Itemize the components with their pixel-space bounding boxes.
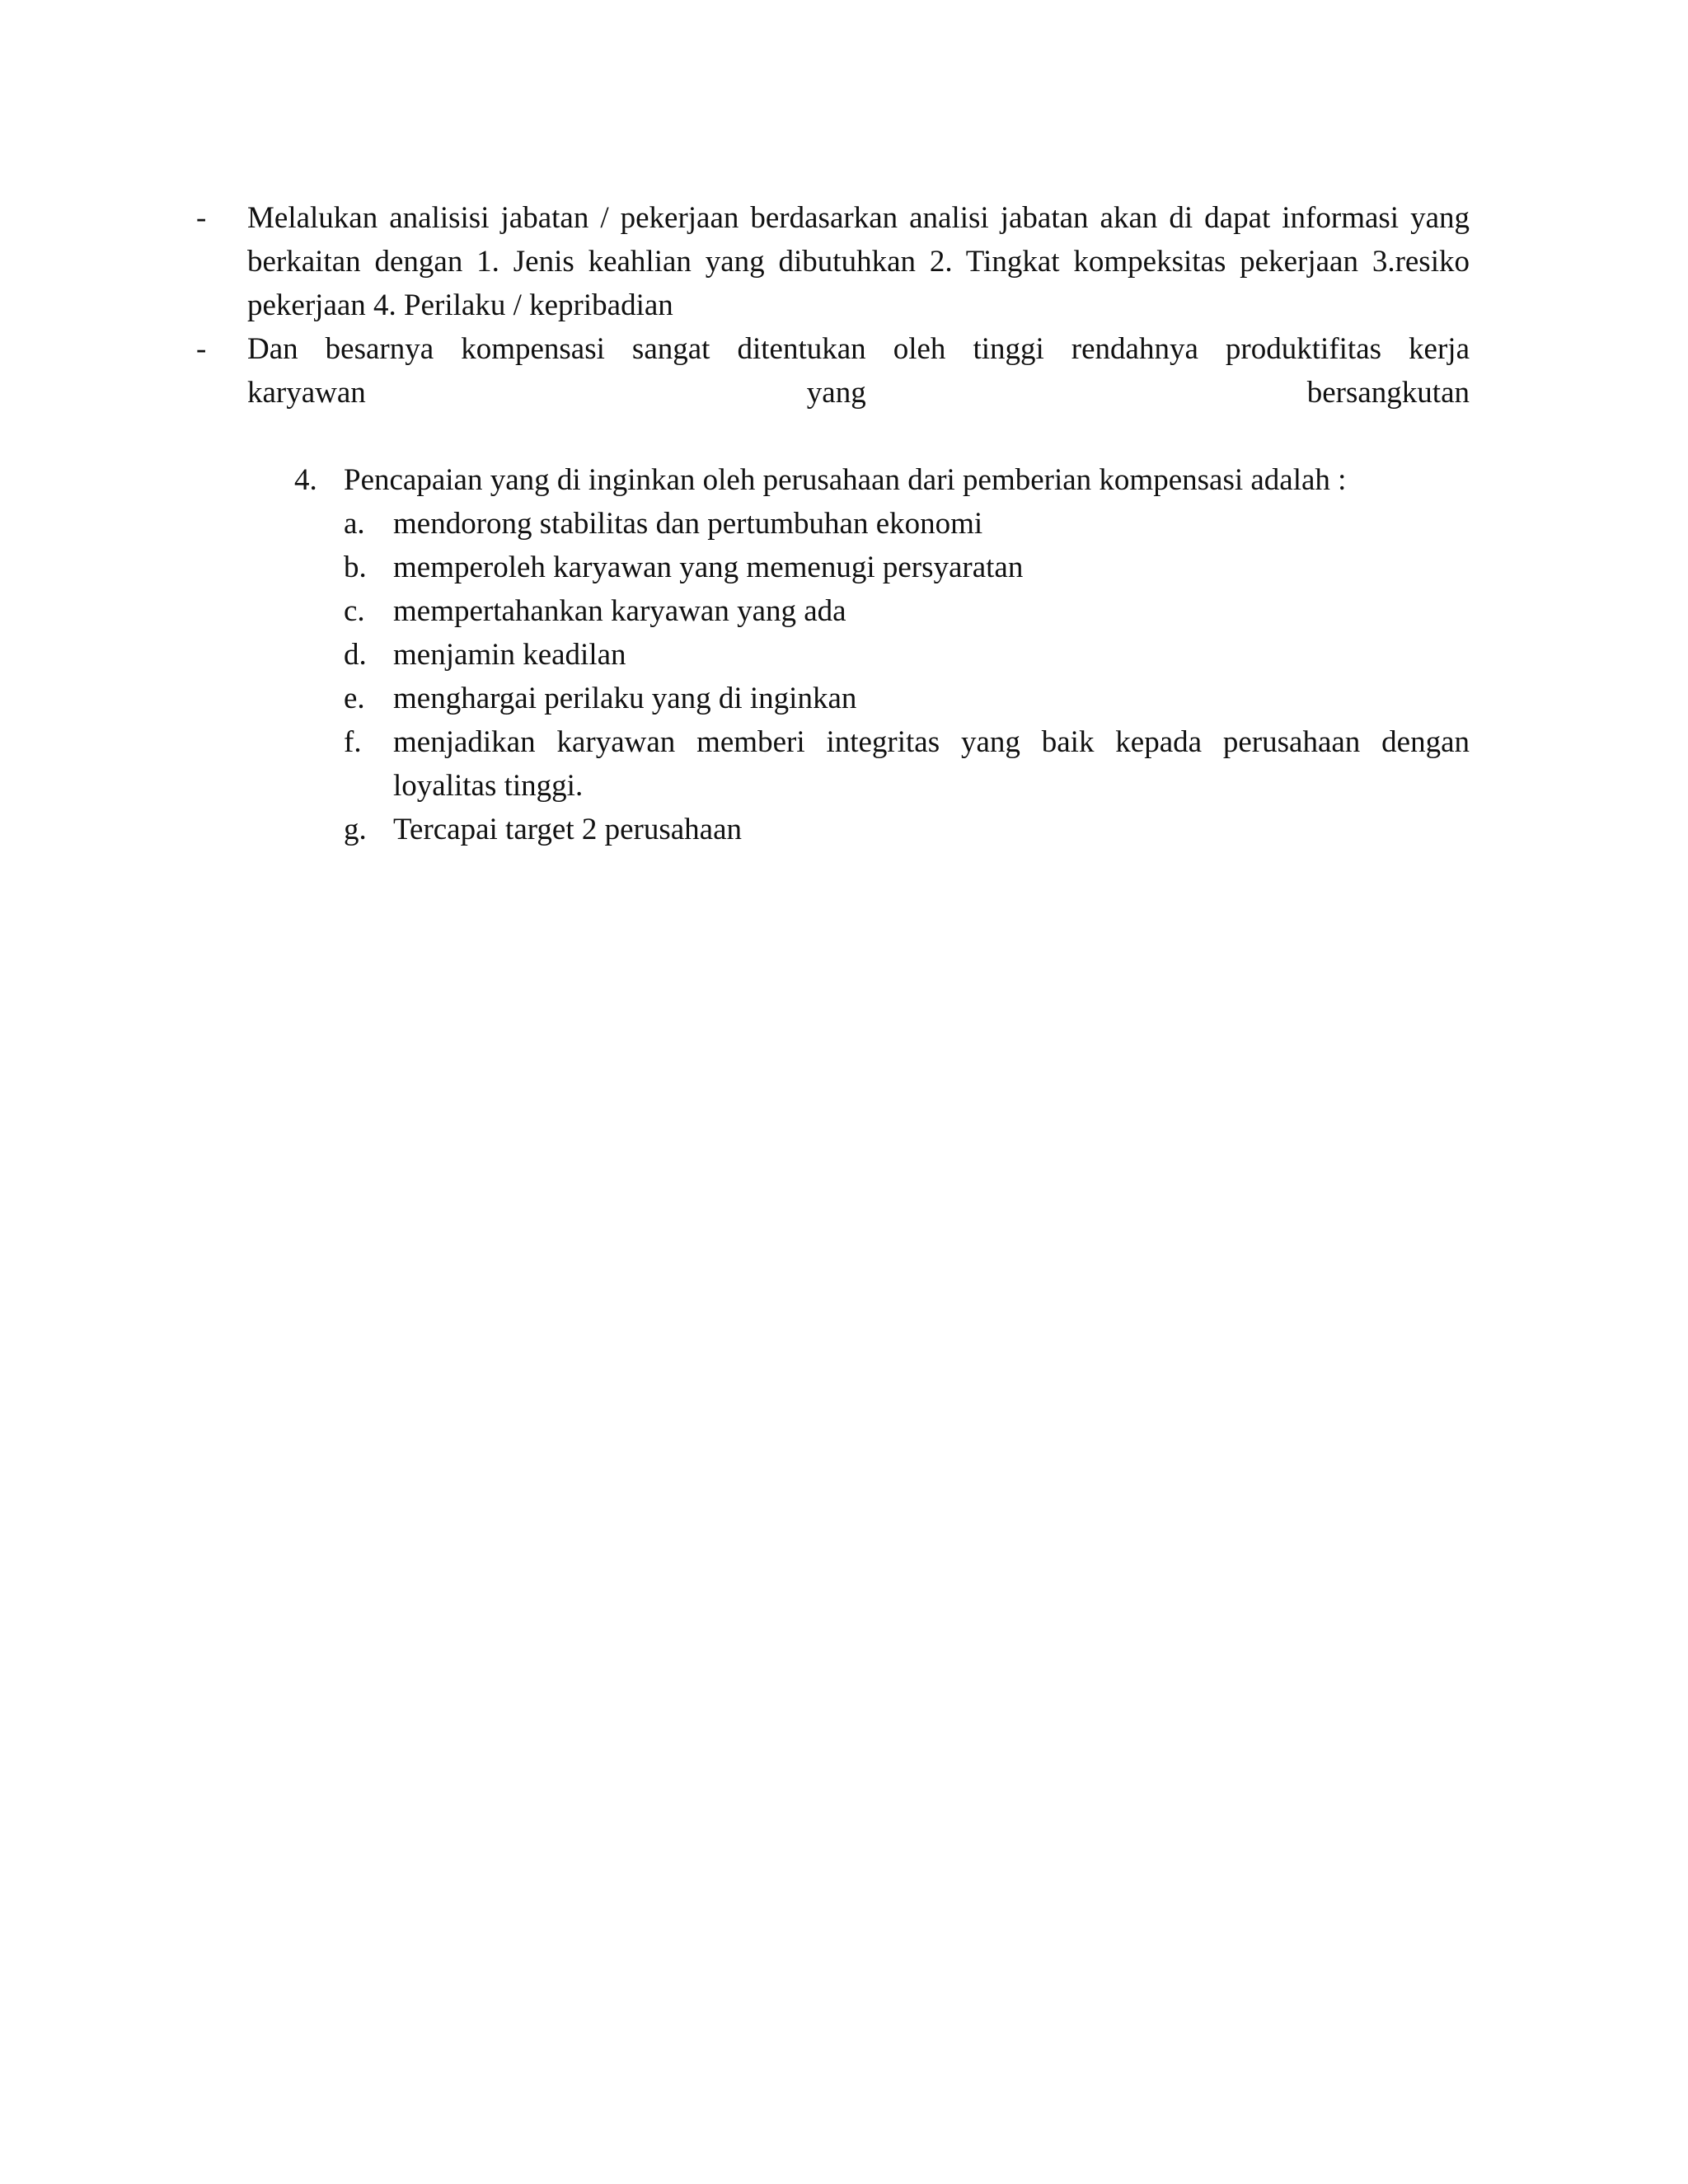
- dash-marker: -: [196, 201, 207, 235]
- list-item-text: mendorong stabilitas dan pertumbuhan ekonomi: [393, 507, 983, 541]
- bullet-last-line: [247, 371, 1470, 415]
- number-marker: 4.: [294, 463, 317, 497]
- word: karyawan: [247, 376, 366, 410]
- dash-marker: -: [196, 332, 207, 366]
- list-item-text: mempertahankan karyawan yang ada: [393, 594, 846, 628]
- word: bersangkutan: [1306, 376, 1470, 410]
- list-item-text: menjamin keadilan: [393, 638, 626, 672]
- list-marker: a.: [344, 507, 365, 541]
- list-marker: e.: [344, 682, 365, 715]
- bullet-text: Dan besarnya kompensasi sangat ditentukan oleh tinggi rendahnya produktifitas kerja: [247, 332, 1470, 366]
- list-marker: c.: [344, 594, 365, 628]
- list-marker: g.: [344, 813, 367, 846]
- numbered-text: Pencapaian yang di inginkan oleh perusahaan dari pemberian kompensasi adalah :: [344, 463, 1347, 497]
- list-item-text: menjadikan karyawan memberi integritas yang baik kepada perusahaan dengan loyalitas tinggi.: [393, 725, 1470, 803]
- bullet-text: Melalukan analisisi jabatan / pekerjaan berdasarkan analisi jabatan akan di dapat informasi yang berkaitan dengan 1. Jenis keahlian yang dibutuhkan 2. Tingkat kompeksitas pekerjaan 3.resiko pekerjaan 4. Perilaku / kepribadian: [247, 201, 1470, 322]
- list-marker: d.: [344, 638, 367, 672]
- list-item-text: menghargai perilaku yang di inginkan: [393, 682, 857, 715]
- list-item-text: memperoleh karyawan yang memenugi persyaratan: [393, 551, 1024, 584]
- list-marker: f.: [344, 725, 362, 759]
- list-marker: b.: [344, 551, 367, 584]
- list-item-text: Tercapai target 2 perusahaan: [393, 813, 743, 846]
- word: yang: [806, 376, 866, 410]
